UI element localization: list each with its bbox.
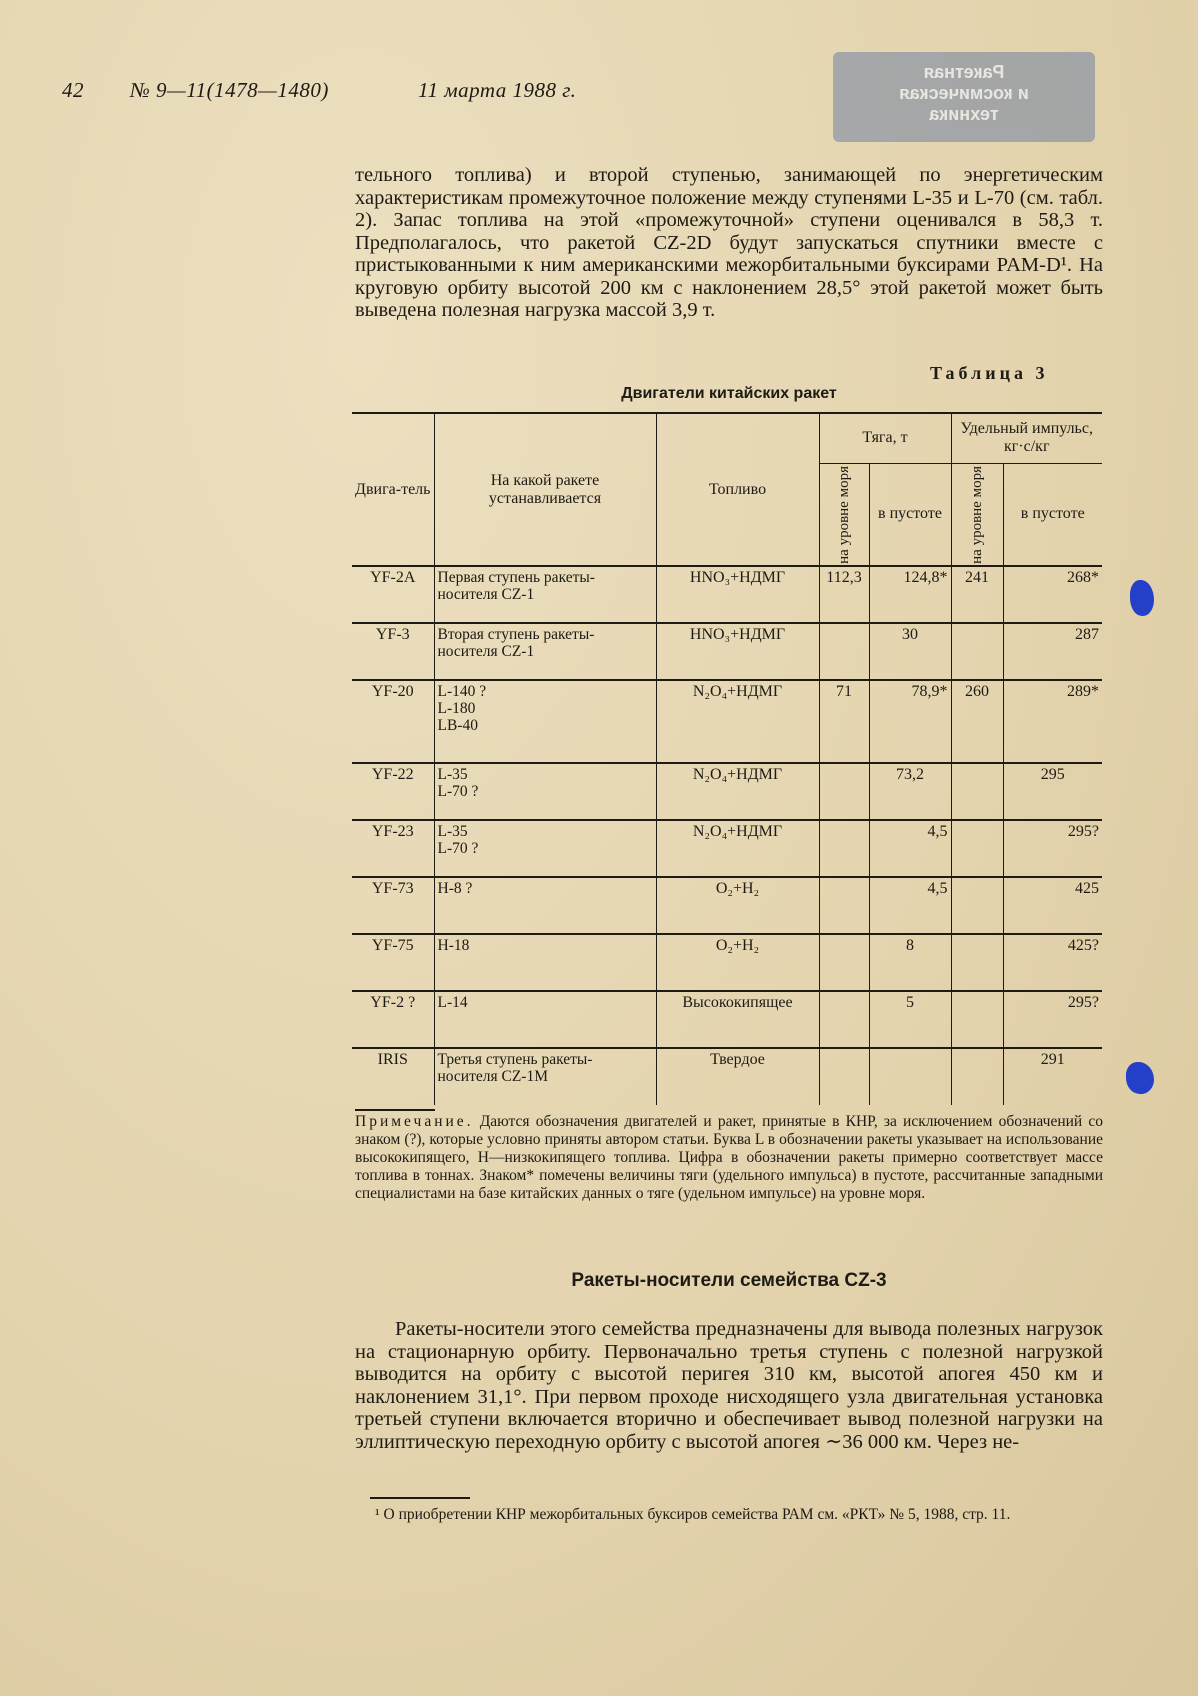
cell-isp-sl: 260 (951, 680, 1003, 763)
table-title: Двигатели китайских ракет (621, 385, 837, 402)
cell-rocket: Вторая ступень ракеты-носителя CZ-1 (434, 623, 656, 680)
cell-engine: YF-23 (371, 823, 414, 841)
issue-number: № 9—11(1478—1480) (130, 78, 329, 102)
header-isp-sea-level: на уровне моря (968, 465, 985, 564)
table-row (352, 763, 1102, 820)
cell-thrust-sl (819, 991, 869, 1048)
cell-isp-vac: 287 (1003, 623, 1102, 680)
table-row (352, 566, 1102, 623)
cell-fuel: O₂+H₂ (656, 934, 819, 991)
cell-isp-vac: 425? (1003, 934, 1102, 991)
cell-fuel: N₂O₄+НДМГ (656, 680, 819, 763)
cell-engine: YF-73 (371, 880, 414, 898)
cell-thrust-sl (819, 1048, 869, 1105)
cell-rocket: L-140 ? L-180 LB-40 (434, 680, 656, 763)
cell-isp-sl (951, 991, 1003, 1048)
cell-thrust-vac: 4,5 (869, 877, 951, 934)
cell-fuel: HNO₃+НДМГ (656, 566, 819, 623)
section-text: Ракеты-носители этого семейства предназначены для вывода полезных нагрузок на стационарную орбиту. Первоначально третья ступень с полезной нагрузкой выводится на орбиту с высотой перигея 310 км, высотой апогея 450 км и наклонением 31,1°. При первом проходе нисходящего узла двигательная установка третьей ступени включается вторично и обеспечивает вывод полезной нагрузки на эллиптическую переходную орбиту с высотой апогея ∼36 000 км. Через не- (355, 1318, 1103, 1453)
header-thrust-vacuum: в пустоте (869, 463, 951, 566)
cell-engine: YF-2 ? (370, 994, 416, 1012)
stamp-line-2: и космическая (899, 83, 1029, 103)
cell-thrust-vac: 78,9* (869, 680, 951, 763)
cell-isp-vac: 295? (1003, 991, 1102, 1048)
ink-blot (1126, 1062, 1154, 1094)
library-stamp (833, 52, 1095, 142)
cell-thrust-sl (819, 623, 869, 680)
cell-thrust-sl (819, 763, 869, 820)
cell-rocket: Третья ступень ракеты-носителя CZ-1M (434, 1048, 656, 1105)
issue-date: 11 марта 1988 г. (418, 78, 577, 102)
cell-engine: IRIS (377, 1051, 408, 1069)
cell-engine: YF-20 (371, 683, 414, 701)
cell-engine: YF-22 (371, 766, 414, 784)
section-paragraph (355, 1318, 1103, 1453)
cell-fuel: HNO₃+НДМГ (656, 623, 819, 680)
table-label: Таблица 3 (930, 363, 1049, 383)
header-isp-vacuum: в пустоте (1003, 463, 1102, 566)
table-row (352, 680, 1102, 763)
cell-isp-sl (951, 1048, 1003, 1105)
header-fuel: Топливо (656, 413, 819, 566)
cell-thrust-vac: 4,5 (869, 820, 951, 877)
engines-table (352, 412, 1102, 1105)
footnote-divider (370, 1497, 470, 1499)
cell-isp-vac: 295 (1003, 763, 1102, 820)
cell-rocket: L-35 L-70 ? (434, 763, 656, 820)
footnote: ¹ О приобретении КНР межорбитальных буксиров семейства РАМ см. «РКТ» № 5, 1988, стр. 11. (375, 1506, 1011, 1523)
cell-thrust-sl (819, 877, 869, 934)
cell-thrust-vac: 5 (869, 991, 951, 1048)
cell-fuel: N₂O₄+НДМГ (656, 763, 819, 820)
cell-thrust-vac: 30 (869, 623, 951, 680)
ink-blot (1130, 580, 1154, 616)
cell-thrust-vac: 8 (869, 934, 951, 991)
table-row (352, 1048, 1102, 1105)
header-engine: Двига-тель (352, 413, 434, 566)
cell-thrust-vac (869, 1048, 951, 1105)
stamp-line-3: техника (929, 104, 999, 124)
note-label: Примечание. (355, 1113, 474, 1130)
cell-rocket: H-18 (434, 934, 656, 991)
header-thrust-sea-level: на уровне моря (835, 465, 852, 564)
cell-isp-sl (951, 934, 1003, 991)
page-number: 42 (62, 78, 84, 102)
cell-isp-vac: 425 (1003, 877, 1102, 934)
note-divider (355, 1109, 435, 1111)
cell-thrust-sl: 112,3 (819, 566, 869, 623)
cell-isp-vac: 291 (1003, 1048, 1102, 1105)
stamp-line-1: Ракетная (923, 62, 1005, 82)
table-note (355, 1113, 1103, 1203)
cell-thrust-sl: 71 (819, 680, 869, 763)
cell-rocket: Первая ступень ракеты-носителя CZ-1 (434, 566, 656, 623)
cell-fuel: Твердое (656, 1048, 819, 1105)
cell-thrust-sl (819, 934, 869, 991)
cell-thrust-vac: 73,2 (869, 763, 951, 820)
table-row (352, 991, 1102, 1048)
cell-fuel: Высококипящее (656, 991, 819, 1048)
section-title: Ракеты-носители семейства CZ-3 (571, 1270, 887, 1291)
cell-isp-sl (951, 763, 1003, 820)
header-isp: Удельный импульс, кг·с/кг (951, 413, 1102, 463)
cell-engine: YF-75 (371, 937, 414, 955)
cell-isp-vac: 295? (1003, 820, 1102, 877)
cell-isp-sl (951, 820, 1003, 877)
cell-isp-sl (951, 623, 1003, 680)
cell-thrust-vac: 124,8* (869, 566, 951, 623)
cell-rocket: H-8 ? (434, 877, 656, 934)
cell-rocket: L-35 L-70 ? (434, 820, 656, 877)
cell-rocket: L-14 (434, 991, 656, 1048)
cell-isp-vac: 268* (1003, 566, 1102, 623)
table-row (352, 877, 1102, 934)
header-thrust: Тяга, т (819, 413, 951, 463)
intro-text: тельного топлива) и второй ступенью, занимающей по энергетическим характеристикам промежуточное положение между ступенями L-35 и L-70 (см. табл. 2). Запас топлива на этой «промежуточной» ступени оценивался в 58,3 т. Предполагалось, что ракетой CZ-2D будут запускаться спутники вместе с пристыкованными к ним американскими межорбитальными буксирами PAM-D¹. На круговую орбиту высотой 200 км с наклонением 28,5° этой ракетой может быть выведена полезная нагрузка массой 3,9 т. (355, 164, 1103, 321)
intro-paragraph (355, 164, 1103, 322)
cell-engine: YF-2A (370, 569, 416, 587)
table-row (352, 820, 1102, 877)
note-text: Даются обозначения двигателей и ракет, принятые в КНР, за исключением обозначений со знаком (?), которые условно приняты автором статьи. Буква L в обозначении ракеты указывает на использование высококипящего, H—низкокипящего топлива. Цифра в обозначении ракеты примерно соответствует массе топлива в тоннах. Знаком* помечены величины тяги (удельного импульса) в пустоте, рассчитанные западными специалистами на базе китайских данных о тяге (удельном импульсе) на уровне моря. (355, 1113, 1104, 1202)
cell-thrust-sl (819, 820, 869, 877)
cell-isp-vac: 289* (1003, 680, 1102, 763)
table-row (352, 934, 1102, 991)
table-row (352, 623, 1102, 680)
cell-engine: YF-3 (375, 626, 410, 644)
cell-fuel: N₂O₄+НДМГ (656, 820, 819, 877)
cell-isp-sl: 241 (951, 566, 1003, 623)
cell-isp-sl (951, 877, 1003, 934)
header-rocket: На какой ракете устанавливается (434, 413, 656, 566)
cell-fuel: O₂+H₂ (656, 877, 819, 934)
